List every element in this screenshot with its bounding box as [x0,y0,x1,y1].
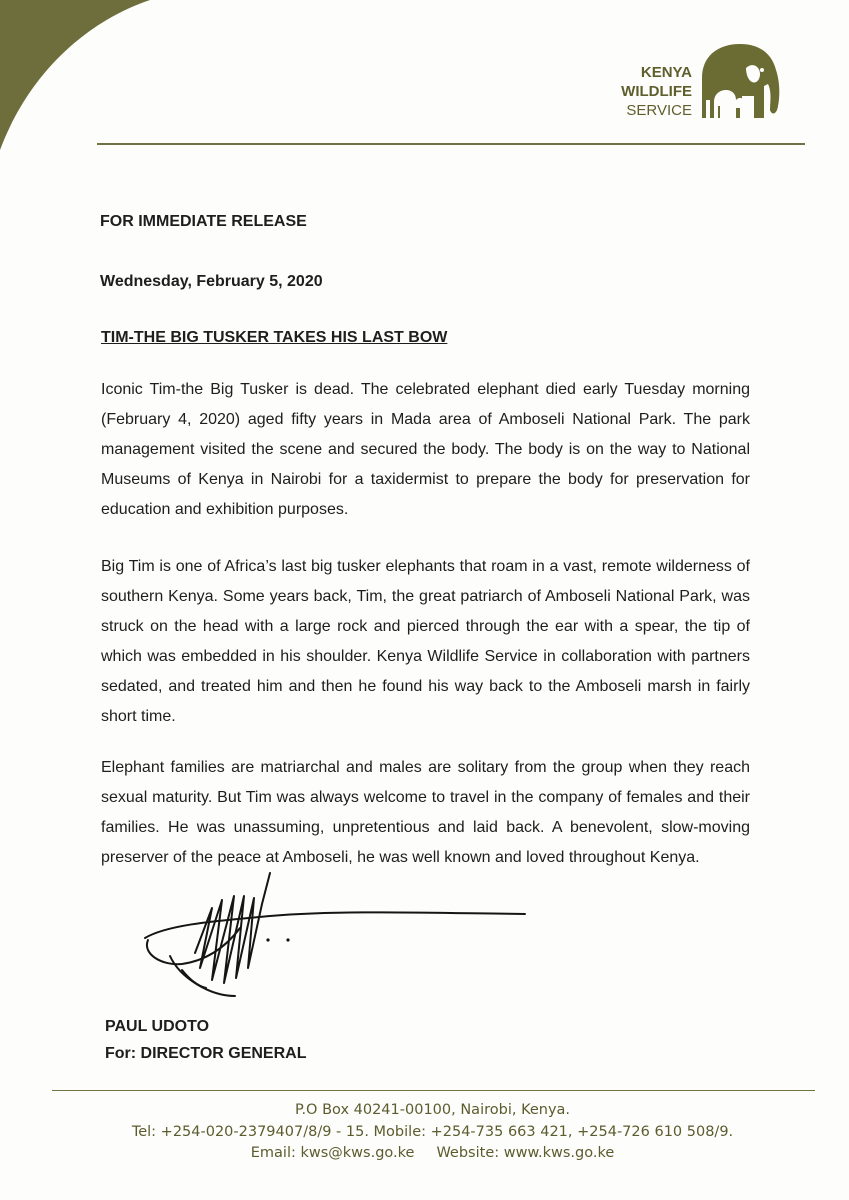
signer-role: For: DIRECTOR GENERAL [105,1045,307,1062]
footer-email[interactable]: Email: kws@kws.go.ke [250,1145,415,1161]
logo-line-service: SERVICE [626,102,692,119]
kws-logo-text [612,63,692,120]
footer-address: P.O Box 40241-00100, Nairobi, Kenya. [294,1102,571,1118]
footer-phones: Tel: +254-020-2379407/8/9 - 15. Mobile: +254-735 663 421, +254-726 610 508/9. [131,1124,734,1140]
body-paragraph-1: Iconic Tim-the Big Tusker is dead. The celebrated elephant died early Tuesday morning (February 4, 2020) aged fifty years in Mada area of Amboseli National Park. The park management visited the scene and secured the body. The body is on the way to National Museums of Kenya in Nairobi for a taxidermist to prepare the body for preservation for education and exhibition purposes. [101,381,750,518]
signer-name: PAUL UDOTO [105,1018,210,1035]
elephant-logo-icon [694,40,784,122]
logo-line-kenya: KENYA [640,64,692,81]
body-paragraph-2: Big Tim is one of Africa’s last big tusker elephants that roam in a vast, remote wilderness of southern Kenya. Some years back, Tim, the great patriarch of Amboseli National Park, was struck on the head with a large rock and pierced through the ear with a spear, the tip of which was embedded in his shoulder. Kenya Wildlife Service in collaboration with partners sedated, and treated him and then he found his way back to the Amboseli marsh in fairly short time. [101,558,750,725]
footer-website[interactable]: Website: www.kws.go.ke [436,1145,615,1161]
logo-line-wildlife: WILDLIFE [621,83,692,100]
footer-contact [8,1145,849,1161]
handwritten-signature [140,868,530,1013]
header-divider [97,143,805,145]
headline: TIM-THE BIG TUSKER TAKES HIS LAST BOW [101,329,448,346]
footer-divider [52,1090,815,1091]
release-label: FOR IMMEDIATE RELEASE [100,213,307,230]
body-paragraph-3: Elephant families are matriarchal and males are solitary from the group when they reach sexual maturity. But Tim was always welcome to travel in the company of females and their families. He was unassuming, unpretentious and laid back. A benevolent, slow-moving preserver of the peace at Amboseli, he was well known and loved throughout Kenya. [101,759,750,866]
corner-swoosh-decoration [0,0,160,160]
release-date: Wednesday, February 5, 2020 [100,273,323,290]
